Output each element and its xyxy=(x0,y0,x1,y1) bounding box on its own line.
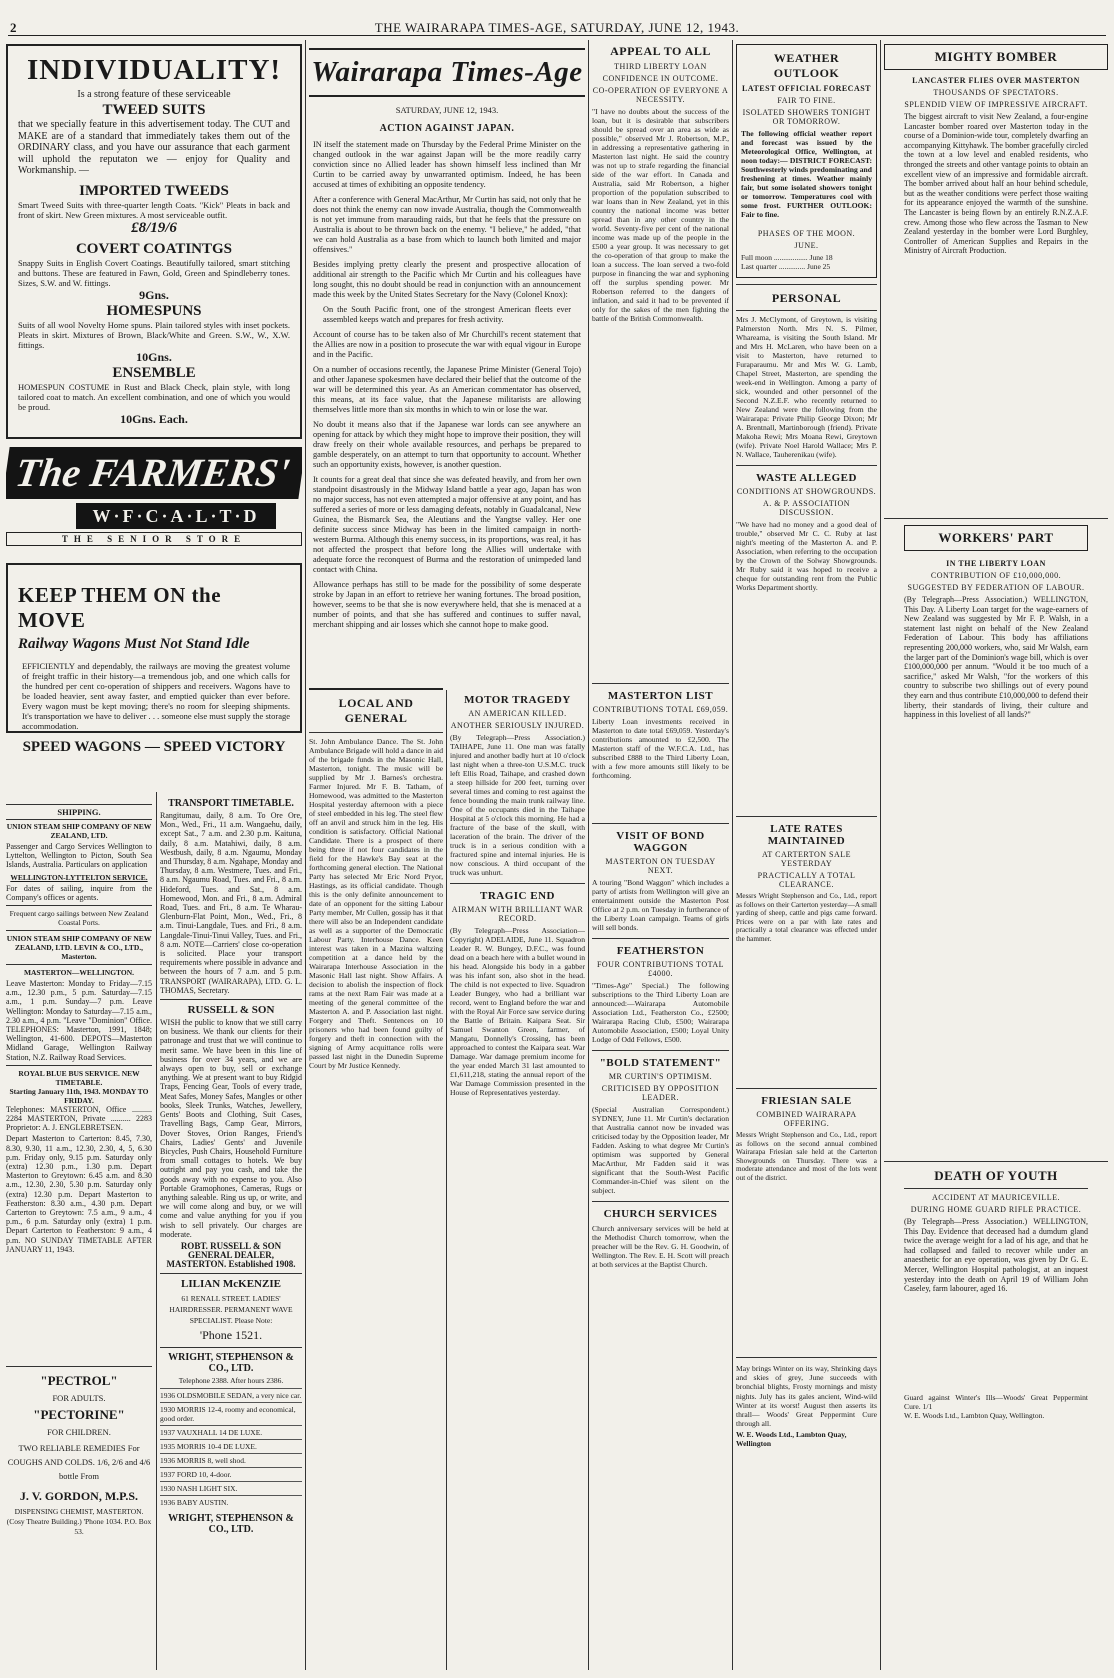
motor-sub2: ANOTHER SERIOUSLY INJURED. xyxy=(450,721,585,730)
covert-price: 9Gns. xyxy=(139,287,169,302)
personal-text: Mrs J. McClymont, of Greytown, is visiting Palmerston North. Mrs N. S. Pilmer, Whareama, is visiting the South Island. Mr and Mrs H. McLaren, who have been on a visit to Masterton, have returned to Furaparaumu. Mr and Mrs W. G. Lamb, Chapel Street, Masterton, are spending the week-end in Wellington. Among a party of sick, wounded and other personnel of the Second N.Z.E.F. who recently returned to New Zealand were the following from the Wairarapa: Private Philip George Dixon; Mr A. Brentnall, Martinborough (friend). Private Makoha Rewi; Mrs Moana Rewi, Greytown (wife). Private Noel Harold Wallace; Mrs P. N. Wallace, Tauherenikau (wife). xyxy=(736,315,877,459)
wright-car-item: 1930 NASH LIGHT SIX. xyxy=(160,1481,302,1495)
pectrol-for-adults: FOR ADULTS. xyxy=(52,1393,106,1403)
rates-text: Messrs Wright Stephenson and Co., Ltd., report as follows on their Carterton yesterday—A small yarding of sheep, cattle and pigs came forward. Prices were on a par with late rates and practically a total clearance was effected under the hammer. xyxy=(736,892,877,943)
rates-title: LATE RATES MAINTAINED xyxy=(767,823,846,847)
pectrol-text: TWO RELIABLE REMEDIES For COUGHS AND COLDS. 1/6, 2/6 and 4/6 bottle From xyxy=(7,1443,151,1481)
guard-footer: W. E. Woods Ltd., Lambton Quay, Wellington. xyxy=(904,1411,1045,1420)
bond-sub: MASTERTON ON TUESDAY NEXT. xyxy=(605,857,716,875)
wright-car-list xyxy=(160,1388,302,1509)
shipping-text: Passenger and Cargo Services Wellington to Lyttelton, Wellington to Picton, South Sea Islands, Australia. Particulars on application xyxy=(6,842,152,870)
masterton-sub: CONTRIBUTIONS TOTAL £69,059. xyxy=(592,705,729,714)
tragic-title: TRAGIC END xyxy=(480,890,555,902)
wright-car-item: 1930 MORRIS 12-4, roomy and economical, good order. xyxy=(160,1402,302,1425)
appeal-sub1: THIRD LIBERTY LOAN xyxy=(614,62,707,71)
mckenzie-title: LILIAN McKENZIE xyxy=(181,1277,281,1290)
mckenzie-phone: 'Phone 1521. xyxy=(199,1327,263,1342)
railway-text: EFFICIENTLY and dependably, the railways are moving the greatest volume of freight traffic in their history—a tremendous job, and one which calls for the hundred per cent co-operation of shippers and receivers. Wagons have to be loaded heavier, sent away faster, and emptied quicker than ever before. Every wagon must be kept moving; there's no room for sleeping shipments. It's transportation we have to deliver . . . someone else must supply the storage accommodation. xyxy=(22,661,290,731)
imported-tweeds-price: £8/19/6 xyxy=(131,219,177,236)
weather-sub1: LATEST OFFICIAL FORECAST xyxy=(741,84,872,93)
moon-full: Full moon .................. June 18 xyxy=(741,253,833,262)
bus-dates: Starting January 11th, 1943. MONDAY TO FRIDAY. xyxy=(9,1086,149,1105)
railway-footer: SPEED WAGONS — SPEED VICTORY xyxy=(22,739,286,755)
imported-tweeds-text: Smart Tweed Suits with three-quarter length Coats. "Kick" Pleats in back and front of skirt. New Green mixtures. A most serviceable outfit. xyxy=(18,199,290,220)
column-6 xyxy=(884,40,1108,1674)
editorial-paragraph: IN itself the statement made on Thursday by the Federal Prime Minister on the changed outlook in the war against Japan will be the more readily carry conviction since no Allied leader has shown himself less inclined than Mr Curtin to be carried away by unwarranted optimism. Indeed, he has been accused at times of exhibiting an opposite tendency. xyxy=(313,140,581,189)
nameplate-date: SATURDAY, JUNE 12, 1943. xyxy=(395,105,499,115)
bold-statement-sub2: CRITICISED BY OPPOSITION LEADER. xyxy=(601,1084,720,1102)
weather-text: The following official weather report and forecast was issued by the Meteorological Office, Wellington, at noon today:— DISTRICT FORECAST: Southwesterly winds predominating and freshening at times. Weather mainly fair, but some isolated showers tonight or tomorrow. Temperatures cool with some frost. FURTHER OUTLOOK: Fair to fine. xyxy=(741,129,872,219)
ensemble-title: ENSEMBLE xyxy=(112,364,196,381)
covert-text: Snappy Suits in English Covert Coatings. Beautifully tailored, smart stitching and buttons. These are featured in Fawn, Gold, Green and Spindleberry tones. Sizes, S.W. and W. fittings. xyxy=(18,257,290,288)
russell-text: WISH the public to know that we still carry on business. We thank our clients for their patronage and trust that we will continue to merit same. We have been in this line of business for over 34 years, and we are always open to buy, sell or exchange anything. We at present want to buy Ridgid Traps, Fencing Gear, Tools of every trade, Meat Safes, Money Safes, Mangles or other books, Sleek Trunks, Watches, Jewellery, Gents' Boots and Clothing, Suit Cases, Travelling Bags, Camp Gear, Mirrors, Dover Stoves, Orion Ranges, Friend's Chairs, Ladies' Gents' and Juvenile Bicycles, Push Chairs, Household Furniture from small cottages to hotels. We buy outright and pay you cash, and take the goods away with no expense to you. Also Portable Gramophones, Cameras, Rugs or anything saleable. Ring us up, or write, and we will come along and buy, or we will come and value anything for you if you wish to sell privately. Our charges are moderate. xyxy=(160,1018,302,1239)
rates-sub2: PRACTICALLY A TOTAL CLEARANCE. xyxy=(757,871,856,889)
bomber-sub2: THOUSANDS OF SPECTATORS. xyxy=(933,88,1059,97)
wright-car-item: 1936 MORRIS 8, well shod. xyxy=(160,1453,302,1467)
transport-text: Rangitumau, daily, 8 a.m. To Ore Ore, Mon., Wed., Fri., 11 a.m. Wangaehu, daily, except Sat., 7 a.m. and 2.30 p.m. Kaituna, daily, 8 a.m. Matahiwi, daily, 8 a.m. Westbush, daily, 8 a.m. Ngaumu, Monday and Thursday, 8 a.m. Ngahape, Monday and Thursday, 8 a.m. Westmere, Tues. and Fri., 8 a.m. Ngaumu Road, Tues. and Fri., 8 a.m. Hideford, Tues. and Sat., 8 a.m. Homewood, Mon. and Fri., 8 a.m. Admiral Road, Tues. and Fri., 8 a.m. Te Wharau-Glenburn-Flat Point, Mon., Wed., Fri., 8 a.m. Tinui-Langdale, Tues. and Fri., 8 a.m. Langdale-Tinui-Tinui Valley, Tues. and Fri., 8 a.m. NOTE—Carriers' close co-operation is solicited. Place your transport requirements where possible in advance and between the hours of 7 a.m. and 5 p.m. TRANSPORT (WAIRARAPA), LTD. G. L. THOMAS, Secretary. xyxy=(160,811,302,995)
bus-times: Depart Masterton to Carterton: 8.45, 7.30, 8.30, 9.30, 11 a.m., 12.30, 2.30, 4, 5, 6.30 p.m. Friday only, 9.15 p.m. Saturday only (extra) 12.30 p.m., 1.30 p.m. Depart Masterton to Greytown: 6.45 a.m. and 8.30 a.m., 12.30, 2.30, 5.30 p.m. Saturday only (extra) 12.30 p.m. Depart Masterton to Featherston: 8.30 a.m., 4.30 p.m. Depart Carterton to Greytown: 7.5 a.m., 9 a.m., 4 p.m., 6 p.m. Saturday only (extra) 1 p.m. Depart Carterton to Featherston: 9 a.m., 4 p.m. NO SUNDAY TIMETABLE AFTER JANUARY 11, 1943. xyxy=(6,1134,152,1254)
bus-phones: Telephones: MASTERTON, Office .......... 2284 MASTERTON, Private .......... 2283 Proprietor: A. J. ENGLEBRETSEN. xyxy=(6,1104,152,1133)
death-sub2: DURING HOME GUARD RIFLE PRACTICE. xyxy=(910,1205,1082,1214)
tweed-suits-text: that we specially feature in this advertisement today. The CUT and MAKE are of a standard that immediately takes them out of the ORDINARY class, and you have our assurance that each garment will uphold the reputaton we — enjoy for Quality and Workmanship. — xyxy=(18,119,290,176)
wright-car-item: 1936 BABY AUSTIN. xyxy=(160,1495,302,1509)
local-title: LOCAL AND GENERAL xyxy=(338,696,414,725)
ad-intro: Is a strong feature of these serviceable xyxy=(77,89,231,100)
woods-footer: W. E. Woods Ltd., Lambton Quay, Wellington xyxy=(736,1430,847,1449)
farmers-logo-tag: THE SENIOR STORE xyxy=(6,532,302,546)
shipping-company2: UNION STEAM SHIP COMPANY OF NEW ZEALAND, LTD. LEVIN & CO., LTD., Masterton. xyxy=(6,934,152,962)
shipping-timetable: Leave Masterton: Monday to Friday—7.15 a.m., 12.30 p.m., 5 p.m. Saturday—7.15 a.m., 1 p.m. Sunday—7 p.m. Leave Wellington: Monday to Saturday—7.15 a.m., 2.30 a.m., 4 p.m. "Leave "Dominion" Office. TELEPHONES: Masterton, 1991, 1848; Wellington, 41-600. DEPOTS—Masterton Midland Garage, Wellington Railway Station, N.Z. Railway Road Services. xyxy=(6,979,152,1062)
moon-last: Last quarter .............. June 25 xyxy=(741,262,831,271)
masterton-text: Liberty Loan investments received in Masterton to date total £69,059. Yesterday's contributions amounted to £2,500. The Masterton staff of the W.F.C.A. Ltd., has subscribed £888 to the Third Liberty Loan, with a few more amounts still likely to be forthcoming. xyxy=(592,717,729,780)
homespuns-text: Suits of all wool Novelty Home spuns. Plain tailored styles with inset pockets. Pleats in skirt. Mixtures of Brown, Black/White and Green. S.W., W., X.W. fittings. xyxy=(18,319,290,350)
bold-statement-text: (Special Australian Correspondent.) SYDNEY, June 11. Mr Curtin's declaration that Australia cannot now be invaded was criticised today by the Opposition leader, Mr Fadden. Asking to what degree Mr Curtin's optimism was supported by General MacArthur, Mr Fadden said it was significant that the South-West Pacific Commander-in-Chief was silent on the subject. xyxy=(592,1105,729,1195)
editorial-quote: On the South Pacific front, one of the strongest American fleets ever assembled keeps watch and prepares for fresh activity. xyxy=(323,305,571,324)
woods-verse: May brings Winter on its way, Shrinking days and skies of grey, June succeeds with bronchial blights, Frosty mornings and misty nights. July has its gales ancient, Wind-wild Winter at its worst! August then asserts its thrall— Woods' Great Peppermint Cure through all. xyxy=(736,1364,877,1429)
rates-sub1: AT CARTERTON SALE YESTERDAY xyxy=(761,850,852,868)
bold-statement-title: "BOLD STATEMENT" xyxy=(599,1057,722,1069)
tragic-sub: AIRMAN WITH BRILLIANT WAR RECORD. xyxy=(451,905,584,923)
editorial-title: ACTION AGAINST JAPAN. xyxy=(379,123,515,134)
wright-car-item: 1936 OLDSMOBILE SEDAN, a very nice car. xyxy=(160,1388,302,1402)
weather-sub2: FAIR TO FINE. xyxy=(777,96,836,105)
workers-title-box xyxy=(904,525,1088,551)
railway-subhead: Railway Wagons Must Not Stand Idle xyxy=(18,636,250,652)
bond-text: A touring "Bond Waggon" which includes a party of artists from Wellington will give an entertainment outside the Masterton Post Office at 2 p.m. on Tuesday in furtherance of the Liberty Loan campaign. Teams of girls will sell bonds. xyxy=(592,878,729,932)
editorial-paragraph: No doubt it means also that if the Japanese war lords can see anywhere an opening for attack by which they might hope to improve their position, they will draw freely on their whole available resources, and perhaps be prepared to gamble desperately, on an attempt to turn that opportunity to account. Whether such an opportunity exists, however, is another question. xyxy=(313,420,581,469)
russell-title: RUSSELL & SON xyxy=(187,1004,275,1017)
church-title: CHURCH SERVICES xyxy=(603,1208,718,1220)
editorial-body xyxy=(309,140,585,630)
transport-title: TRANSPORT TIMETABLE. xyxy=(168,798,294,809)
column-rule xyxy=(732,40,733,1670)
workers-title: WORKERS' PART xyxy=(938,530,1054,545)
guard-text: Guard against Winter's Ills—Woods' Great Peppermint Cure. 1/1 xyxy=(904,1393,1088,1411)
death-text: (By Telegraph—Press Association.) WELLINGTON, This Day. Evidence that deceased had a dumdum gland twice the average weight for a lad of his age, and that he had collapsed and failed to recover while under an anaesthetic for an eye operation, was given by Dr G. E. Mercer, Wellington Hospital pathologist, at an inquest yesterday into the death on April 19 of William John Caseley, farm labourer, aged 16. xyxy=(904,1217,1088,1294)
waste-title: WASTE ALLEGED xyxy=(756,472,857,484)
wright-title: WRIGHT, STEPHENSON & CO., LTD. xyxy=(168,1351,294,1374)
shipping-text3: Frequent cargo sailings between New Zealand Coastal Ports. xyxy=(9,909,149,928)
workers-text: (By Telegraph—Press Association.) WELLINGTON, This Day. A Liberty Loan target for the wage-earners of New Zealand was suggested by Mr F. P. Walsh, in a statement last night on behalf of the New Zealand Federation of Labour. This body has affiliations representing 200,000 workers, who, said Mr Walsh, earn the larger part of the Dominion's wage bill, which is over £100,000,000 per annum. "Would it be too much of a sacrifice," asked Mr Walsh, "for the workers of this country to subscribe two shillings out of every pound they earn and thus contribute £10,000,000 to defend their liberty, their standards of living, their culture and happiness in this loveliest of all lands?" xyxy=(904,595,1088,720)
personal-title: PERSONAL xyxy=(771,291,842,305)
shipping-route2: MASTERTON—WELLINGTON. xyxy=(23,968,135,978)
motor-title: MOTOR TRAGEDY xyxy=(464,694,571,706)
featherston-title: FEATHERSTON xyxy=(616,945,705,957)
local-text: St. John Ambulance Dance. The St. John Ambulance Brigade will hold a dance in aid of the brigade funds in the Masonic Hall, Masterton, tonight. The music will be supplied by Mr J. Barnes's orchestra. Farmer Injured. Mr F. B. Tatham, of Homewood, was admitted to the Masterton Hospital yesterday afternoon with a piece of steel embedded in his leg. The steel flew off an anvil and struck him in the leg. His condition is satisfactory. Official National Candidate. There is a prospect of there being three if not four candidates in the field for the Hawke's Bay seat at the forthcoming general election. The National Party has selected Mr Eric Nord Pryor, Hastings, as its official candidate. Though this is the only definite announcement to date of an opponent for the sitting Labour Party member, Mr Cullen, gossip has it that there will also be an Independent candidate as well as a supporter of the Democratic Labour Party. Interhouse Dance. Keen interest was taken in a Mazina waltzing competition at a dance held by the Wairarapa Interhouse Association in the Masonic Hall last night. Show Affairs. A decision to abolish the inspection of flock rams at the next Ram Fair was made at a meeting of the general committee of the Masterton A. and P. Association last night. Forgery and Theft. Sentences on 10 prisoners who had been found guilty of forgery and theft in connection with the signing of Army acquittance rolls were passed last night in the Dunedin Supreme Court by Mr Justice Kennedy. xyxy=(309,737,443,1070)
shipping-section xyxy=(6,804,152,1254)
tweed-suits-title: TWEED SUITS xyxy=(102,102,206,118)
bus-title: ROYAL BLUE BUS SERVICE. NEW TIMETABLE. xyxy=(18,1068,140,1087)
moon-title: PHASES OF THE MOON. xyxy=(757,229,856,238)
farmers-logo-name: The FARMERS' xyxy=(6,447,302,499)
ad-headline: INDIVIDUALITY! xyxy=(26,54,282,86)
ad-railway xyxy=(6,563,302,755)
pectrol-ad xyxy=(6,1366,152,1537)
bomber-title: MIGHTY BOMBER xyxy=(934,49,1058,64)
homespuns-price: 10Gns. xyxy=(136,349,172,364)
mckenzie-text: 61 RENALL STREET. LADIES' HAIRDRESSER. PERMANENT WAVE SPECIALIST. Please Note: xyxy=(169,1293,293,1325)
homespuns-title: HOMESPUNS xyxy=(106,302,202,319)
featherston-text: "Times-Age" Special.) The following subscriptions to the Third Liberty Loan are announced:—Wairarapa Automobile Association Ltd., Featherston Co., £2500; Wairarapa Racing Club, £500; Wairarapa Automobile Association, £500; Loyal Unity Lodge of Odd Fellows, £500. xyxy=(592,981,729,1044)
shipping-title: SHIPPING. xyxy=(57,807,101,817)
weather-sub3: ISOLATED SHOWERS TONIGHT OR TOMORROW. xyxy=(742,108,871,126)
wright-car-item: 1935 MORRIS 10-4 DE LUXE. xyxy=(160,1439,302,1453)
transport-section xyxy=(160,798,302,1535)
wright-footer: WRIGHT, STEPHENSON & CO., LTD. xyxy=(168,1512,294,1535)
pectrol-chemist: J. V. GORDON, M.P.S. xyxy=(19,1489,139,1503)
workers-sub1: IN THE LIBERTY LOAN xyxy=(946,559,1046,568)
friesian-sub: COMBINED WAIRARAPA OFFERING. xyxy=(756,1110,857,1128)
editorial-paragraph: Besides implying pretty clearly the present and prospective allocation of additional air strength to the Pacific which Mr Curtin and his colleagues have long sought, this no doubt should be read in conjunction with an announcement made this week by the United States Secretary for the Navy (Colonel Knox): xyxy=(313,260,581,299)
death-title: DEATH OF YOUTH xyxy=(934,1168,1058,1183)
appeal-sub2: CONFIDENCE IN OUTCOME. xyxy=(602,74,719,83)
shipping-route: WELLINGTON-LYTTELTON SERVICE. xyxy=(10,872,148,882)
local-general-section xyxy=(309,688,443,1070)
column-rule xyxy=(880,40,881,1670)
shipping-text2: For dates of sailing, inquire from the Company's offices or agents. xyxy=(6,883,152,902)
column-4 xyxy=(592,40,729,1674)
page-masthead: THE WAIRARAPA TIMES-AGE, SATURDAY, JUNE 12, 1943. xyxy=(374,20,740,35)
motor-text: (By Telegraph—Press Association.) TAIHAPE, June 11. One man was fatally injured and another badly hurt at 10 o'clock last night when a three-ton U.S.M.C. truck left Ellis Road, Taihape, and crashed down a steep hillside for 200 feet, turning over several times and coming to rest against the fence bounding the main trunk railway line. One of the occupants died in the Taihape Hospital at 5 o'clock this morning. He had a fracture of the base of the skull, with laceration of the brain. The driver of the truck is in a serious condition with a fractured spine and internal injuries. He is now conscious. A third occupant of the truck was unhurt. xyxy=(450,733,585,877)
editorial-paragraph: Account of course has to be taken also of Mr Churchill's recent statement that the Allies are now in a position to prosecute the war with equal vigour in Europe and in the Pacific. xyxy=(313,330,581,359)
appeal-text: "I have no doubts about the success of the loan, but it is desirable that subscribers should be spread over an area as wide as possible," observed Mr J. Robertson, M.P., in addressing a representative gathering in Masterton last night. He said the country was not up to strafe regarding the financial side of the war effort. In Canada and Australia, said Mr Robertson, a higher proportion of the population subscribed to war loans than in New Zealand, yet in this country the national income was better spread than in any other country in the world. Seventy-five per cent of the national income was made up of the people in the £500 a year group. It was necessary to get the co-operation of that group to make the loan a success. The loan served a two-fold purpose in financing the war and syphoning off the surplus spending power. Mr Robertson referred to the dangers of inflation, and said it had to be prevented if only for the sakes of the men fighting the battle of the British Commonwealth. xyxy=(592,107,729,323)
friesian-title: FRIESIAN SALE xyxy=(761,1095,852,1107)
imported-tweeds-title: IMPORTED TWEEDS xyxy=(79,182,229,199)
workers-sub2: CONTRIBUTION OF £10,000,000. xyxy=(930,571,1062,580)
masterton-title: MASTERTON LIST xyxy=(607,690,714,702)
featherston-sub: FOUR CONTRIBUTIONS TOTAL £4000. xyxy=(596,960,725,978)
moon-month: JUNE. xyxy=(794,241,819,250)
bond-title: VISIT OF BOND WAGGON xyxy=(616,830,705,854)
editorial-paragraph: Allowance perhaps has still to be made for the possibility of some desperate stroke by Japan in an effort to retrieve her waning fortunes. The broad position, however, seems to be that she is now everywhere held, that she is menaced at a number of points, and that she has suffered and continues to suffer naval, merchant shipping and air losses which she cannot hope to make good. xyxy=(313,580,581,629)
column-rule xyxy=(588,40,589,1670)
nameplate: Wairarapa Times-Age xyxy=(309,48,585,97)
workers-sub3: SUGGESTED BY FEDERATION OF LABOUR. xyxy=(907,583,1085,592)
page-number: 2 xyxy=(10,20,17,35)
editorial-paragraph: On a number of occasions recently, the Japanese Prime Minister (General Tojo) and other Japanese spokesmen have declared their belief that the outcome of the war will be determined this year. As an American commentator has observed, this means, at its face value, that the Japanese militarists are allowing themselves little more than six months in which to win or lose the war. xyxy=(313,365,581,414)
wright-car-item: 1937 VAUXHALL 14 DE LUXE. xyxy=(160,1425,302,1439)
bomber-text: The biggest aircraft to visit New Zealand, a four-engine Lancaster bomber roared over Masterton today in the course of a Dominion-wide tour, completely dwarfing an accompanying Kittyhawk. The bomber gracefully circled the town at a low level and enabled residents, who thronged the streets and other vantage points to obtain an excellent view of an impressive and formidable aircraft. The bomber arrived about half an hour behind schedule, but as the weather conditions were perfect those waiting for its appearance enjoyed the warmth of the sunshine. The Lancaster is being flown by an entirely R.N.Z.A.F. crew. Among those who flew across the Tasman to New Zealand yesterday in the bomber were Lord Burghley, Controller of American Supplies and Repairs in the Ministry of Aircraft Production. xyxy=(904,112,1088,256)
pectorine-title: "PECTORINE" xyxy=(33,1407,125,1422)
covert-title: COVERT COATINTGS xyxy=(75,240,233,257)
bomber-sub1: LANCASTER FLIES OVER MASTERTON xyxy=(912,76,1080,85)
church-text: Church anniversary services will be held at the Methodist Church tomorrow, when the preacher will be the Rev. G. H. Goodwin, of Wellington. The Rev. E. H. Scott will preach at both services at the Baptist Church. xyxy=(592,1224,729,1269)
weather-title: WEATHER OUTLOOK xyxy=(773,51,840,80)
bold-statement-sub1: MR CURTIN'S OPTIMISM. xyxy=(608,1072,713,1081)
column-5 xyxy=(736,40,877,1674)
pectrol-title: "PECTROL" xyxy=(40,1373,118,1388)
ad-individuality xyxy=(6,44,302,439)
tragic-text: (By Telegraph—Press Association—Copyright) ADELAIDE, June 11. Squadron Leader R. W. Bungey, D.F.C., was found dead on a beach here with a bullet wound in his head. Alongside his body in a gabber was his infant son, also shot in the head. The child is not expected to live. Squadron Leader Bungey, who had a brilliant war record, went to England before the war and with the Royal Air Force saw service during the Battle of Britain. Kaipara Seat. Sir Samuel Swanton Green, farmer, of Mangatu, Donnelly's Crossing, has been approached to contest the Kaipara seat. War Damage. War damage premium income for the year ended March 31 last amounted to £1,611,218, stating the annual report of the War Damage Commission presented in the House of Representatives yesterday. xyxy=(450,926,585,1097)
farmers-logo xyxy=(6,447,302,555)
motor-sub1: AN AMERICAN KILLED. xyxy=(468,709,567,718)
railway-headline: KEEP THEM ON the MOVE xyxy=(18,583,222,632)
waste-sub2: A. & P. ASSOCIATION DISCUSSION. xyxy=(762,499,851,517)
shipping-company: UNION STEAM SHIP COMPANY OF NEW ZEALAND, LTD. xyxy=(6,822,152,840)
wright-car-item: 1937 FORD 10, 4-door. xyxy=(160,1467,302,1481)
bomber-title-box xyxy=(884,44,1108,70)
waste-sub1: CONDITIONS AT SHOWGROUNDS. xyxy=(736,487,877,496)
weather-box xyxy=(736,44,877,278)
column-rule xyxy=(305,40,306,1670)
ensemble-text: HOMESPUN COSTUME in Rust and Black Check, plain style, with long tailored coat to match. An excellent combination, and one of which you would be proud. xyxy=(18,381,290,412)
editorial-paragraph: After a conference with General MacArthur, Mr Curtin has said, not only that he does not think the enemy can now invade Australia, though the Commonwealth is not yet immune from marauding raids, but that he feels that the pressure on Australia is about to be thrown back on the enemy. "I believe," he added, "that we can hold Australia as a base from which to launch both limited and major offensives." xyxy=(313,195,581,254)
farmers-logo-sub: W·F·C·A·L·T·D xyxy=(76,503,276,529)
ensemble-price: 10Gns. Each. xyxy=(120,411,188,426)
appeal-title: APPEAL TO ALL xyxy=(610,44,711,58)
death-sub1: ACCIDENT AT MAURICEVILLE. xyxy=(932,1193,1060,1202)
pectorine-for-children: FOR CHILDREN. xyxy=(47,1427,111,1437)
column-3 xyxy=(450,688,585,1674)
appeal-sub3: CO-OPERATION OF EVERYONE A NECESSITY. xyxy=(592,86,729,104)
wright-phone: Telephone 2388. After hours 2386. xyxy=(178,1375,284,1385)
column-1 xyxy=(6,40,302,1674)
friesian-text: Messrs Wright Stephenson and Co., Ltd., report as follows on the second annual combined Wairarapa Friesian sale held at the Carterton Showgrounds on Thursday. There was a moderate attendance and most of the lots went out of the district. xyxy=(736,1131,877,1182)
editorial-paragraph: It counts for a great deal that since she was defeated heavily, and from her own standpoint disastrously in the Midway Island battle a year ago, Japan has won no major success, has not even attempted a major offensive at any point, and has suffered a series of more or less damaging defeats, notably in Guadalcanal, New Guinea, the Bismarck Sea, the Aleutians and the Yangtse valley. Her one definite success since Midway has been in the limited campaign in north-western Burma. Although this enemy success, in its proportions, was real, it has not affected the prospect that before long the Allies will undertake with adequate force the reconquest of Burma and the restoration of unimpeded land contact with China. xyxy=(313,475,581,574)
bomber-sub3: SPLENDID VIEW OF IMPRESSIVE AIRCRAFT. xyxy=(904,100,1088,109)
pectrol-footer: DISPENSING CHEMIST, MASTERTON. (Cosy Theatre Building.) 'Phone 1034. P.O. Box 53. xyxy=(6,1507,152,1536)
russell-footer: ROBT. RUSSELL & SON GENERAL DEALER, MASTERTON. Established 1908. xyxy=(166,1240,296,1269)
waste-text: "We have had no money and a good deal of trouble," observed Mr C. C. Ruby at last night's meeting of the Masterton A. and P. Association, when referring to the occupation by the Crown of the Solway Showgrounds. Mr Ruby said it was hoped to receive a cheque for outstanding rent from the Public Works Department shortly. xyxy=(736,520,877,592)
